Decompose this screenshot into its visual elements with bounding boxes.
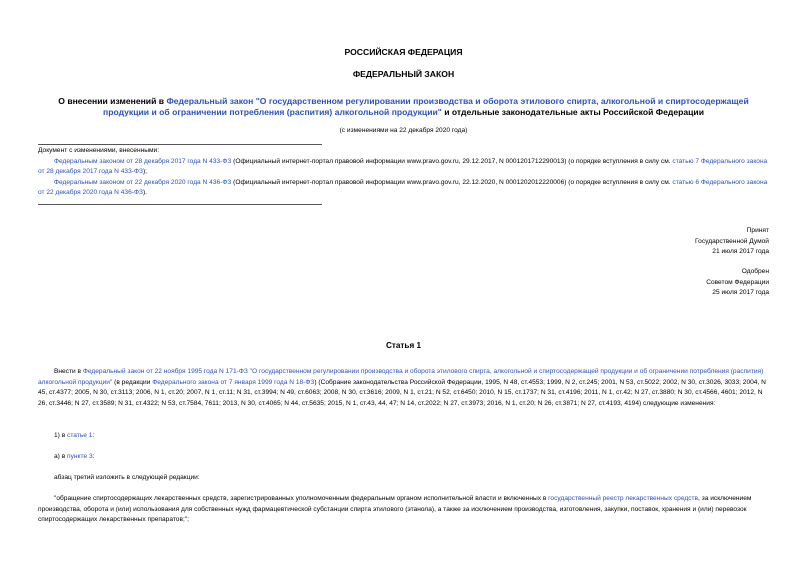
country-heading: РОССИЙСКАЯ ФЕДЕРАЦИЯ xyxy=(344,47,463,57)
item-a-prefix: а) в xyxy=(54,453,68,460)
approved-date: 25 июля 2017 года xyxy=(712,289,769,297)
item-1-prefix: 1) в xyxy=(54,432,68,439)
quoted-text xyxy=(38,494,772,526)
changes-heading: Документ с изменениями, внесенными: xyxy=(38,147,160,154)
divider-bottom xyxy=(38,204,322,205)
paragraph-instruction: абзац третий изложить в следующей редакции: xyxy=(54,474,200,481)
quote-prefix: "обращение спиртосодержащих лекарственных средств, зарегистрированных уполномоченным федеральным органом исполнительной власти и включенных в xyxy=(54,495,549,502)
document-title xyxy=(0,96,807,118)
base-law-link[interactable]: Федеральный закон от 22 ноября 1995 года N 171-ФЗ "О государственном регулировании производства и оборота этилового спирта, алкогольной и спиртосодержащей продукции и об ограничении потребления (распития) алкогольной продукции" xyxy=(38,368,764,386)
entry-into-force-link-1[interactable]: статью 7 Федерального закона от 28 декабря 2017 года N 433-ФЗ xyxy=(38,157,768,175)
approval-block xyxy=(706,267,769,299)
entry-into-force-link-2[interactable]: статью 6 Федерального закона от 22 декабря 2020 года N 436-ФЗ xyxy=(38,178,768,196)
change-item-1-text: (Официальный интернет-портал правовой информации www.pravo.gov.ru, 29.12.2017, N 0001201712290013) (о порядке вступления в силу см. xyxy=(231,157,673,165)
item-a xyxy=(38,452,772,463)
adopted-by: Государственной Думой xyxy=(695,237,769,245)
article-1-link[interactable]: статье 1 xyxy=(67,432,93,439)
drug-registry-link[interactable]: государственный реестр лекарственных средств xyxy=(548,495,699,502)
approved-line: Одобрен xyxy=(741,268,769,275)
item-1 xyxy=(38,431,772,442)
item-a-suffix: : xyxy=(92,453,95,460)
point-3-link[interactable]: пункте 3 xyxy=(67,453,93,460)
changes-block xyxy=(38,146,773,199)
title-prefix: О внесении изменений в xyxy=(58,96,167,106)
change-item-2-text: (Официальный интернет-портал правовой информации www.pravo.gov.ru, 22.12.2020, N 0001202012220006) (о порядке вступления в силу см. xyxy=(231,178,673,186)
law-type-heading: ФЕДЕРАЛЬНЫЙ ЗАКОН xyxy=(352,69,455,79)
adopted-date: 21 июля 2017 года xyxy=(712,248,769,256)
title-law-link[interactable]: Федеральный закон "О государственном регулировании производства и оборота этилового спирта, алкогольной и спиртосодержащей продукции и об ограничении потребления (распития) алкогольной продукции" xyxy=(103,96,749,117)
article-title: Статья 1 xyxy=(385,341,422,350)
approved-by: Советом Федерации xyxy=(706,278,769,286)
adopted-line: Принят xyxy=(746,227,769,234)
adoption-block xyxy=(695,226,769,258)
edition-law-link[interactable]: Федерального закона от 7 января 1999 года N 18-ФЗ xyxy=(152,378,315,386)
revision-note: (с изменениями на 22 декабря 2020 года) xyxy=(339,127,468,134)
amending-law-link-2[interactable]: Федеральным законом от 22 декабря 2020 года N 436-ФЗ xyxy=(54,178,232,186)
divider-top xyxy=(38,144,322,145)
intro-rest: ) (Собрание законодательства Российской Федерации, 1995, N 48, ст.4553; 1999, N 2, ст.245; 2001, N 53, ст.5022; 2002, N 30, ст.3026, 3033; 2004, N 45, ст.4377; 2005, N 30, ст.3113; 2006, N 1, ст.20; 2007, N 1, ст.11; N 31, ст.3994; N 49, ст.6063; 2008, N 30, ст.3616; 2009, N 1, ст.21; N 52, ст.6450; 2010, N 15, ст.1737; N 31, ст.4196; 2011, N 1, ст.42; N 27, ст.3880; N 30, ст.4566, 4601; 2012, N 26, ст.3446; N 27, ст.3589; N 31, ст.4322; N 53, ст.7584, 7611; 2013, N 30, ст.4065; N 44, ст.5635; 2015, N 1, ст.43, 44, 47; N 14, ст.2022; N 27, ст.3973; 2016, N 1, ст.20; N 26, ст.3871; N 27, ст.4193, 4194) следующие изменения: xyxy=(38,378,766,407)
change-item-1-end: ); xyxy=(142,168,147,175)
change-item-1 xyxy=(38,157,773,178)
intro-mid: (в редакции xyxy=(112,378,153,386)
intro-prefix: Внести в xyxy=(54,368,83,375)
change-item-2 xyxy=(38,178,773,199)
change-item-2-end: ). xyxy=(142,189,147,196)
title-suffix: и отдельные законодательные акты Российской Федерации xyxy=(441,107,704,117)
item-1-suffix: : xyxy=(92,432,95,439)
article-intro xyxy=(38,367,772,409)
quote-rest: , за исключением производства, оборота и (или) использования для собственных нужд фармацевтической субстанции спирта этилового (этанола), а также за исключением производства, изготовления, закупки, поставок, хранения и (или) перевозок спиртосодержащих лекарственных препаратов;"; xyxy=(38,495,752,524)
amending-law-link-1[interactable]: Федеральным законом от 28 декабря 2017 года N 433-ФЗ xyxy=(54,157,232,165)
